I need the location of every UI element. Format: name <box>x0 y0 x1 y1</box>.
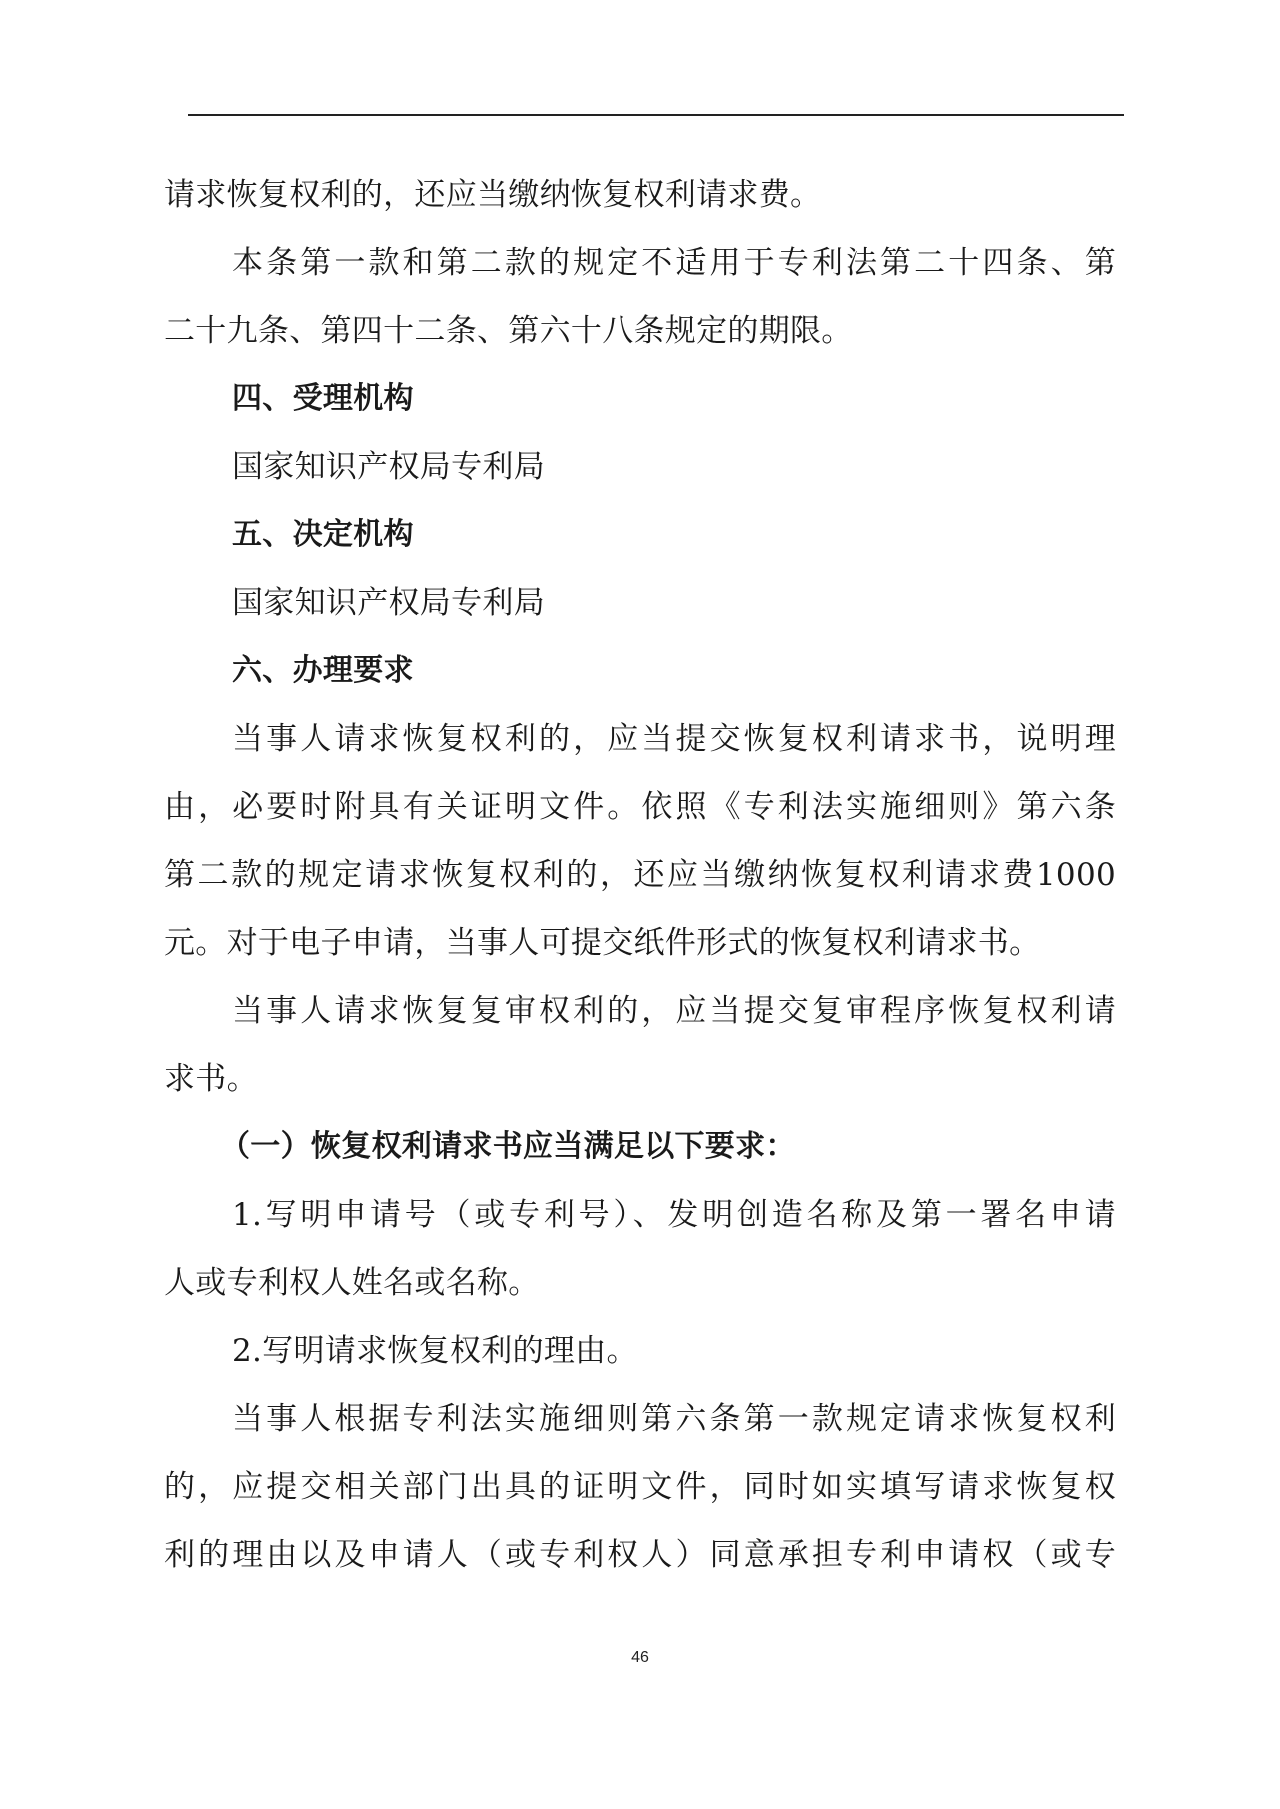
paragraph-line: 人或专利权人姓名或名称。 <box>164 1265 540 1301</box>
section-heading-handling-requirements: 六、办理要求 <box>232 653 414 688</box>
paragraph-line: 利的理由以及申请人（或专利权人）同意承担专利申请权（或专 <box>164 1537 1116 1573</box>
paragraph-line: 本条第一款和第二款的规定不适用于专利法第二十四条、第 <box>232 245 1116 281</box>
paragraph-line: 当事人根据专利法实施细则第六条第一款规定请求恢复权利 <box>232 1401 1116 1437</box>
subsection-heading-request-requirements: （一）恢复权利请求书应当满足以下要求： <box>220 1129 796 1164</box>
paragraph-line: 当事人请求恢复复审权利的，应当提交复审程序恢复权利请 <box>232 993 1116 1029</box>
paragraph-line: 元。对于电子申请，当事人可提交纸件形式的恢复权利请求书。 <box>164 925 1041 961</box>
paragraph-line: 当事人请求恢复权利的，应当提交恢复权利请求书，说明理 <box>232 721 1116 757</box>
section-heading-decision-agency: 五、决定机构 <box>232 517 414 552</box>
paragraph-line: 国家知识产权局专利局 <box>232 585 545 621</box>
page-number: 46 <box>631 1649 649 1666</box>
paragraph-line: 由，必要时附具有关证明文件。依照《专利法实施细则》第六条 <box>164 789 1116 825</box>
paragraph-line: 国家知识产权局专利局 <box>232 449 545 485</box>
paragraph-line: 第二款的规定请求恢复权利的，还应当缴纳恢复权利请求费1000 <box>164 857 1116 893</box>
paragraph-line: 二十九条、第四十二条、第六十八条规定的期限。 <box>164 313 853 349</box>
section-heading-acceptance-agency: 四、受理机构 <box>232 381 414 416</box>
header-rule <box>188 114 1124 116</box>
list-item: 1.写明申请号（或专利号）、发明创造名称及第一署名申请 <box>232 1197 1116 1233</box>
paragraph-line: 求书。 <box>164 1061 258 1097</box>
list-item: 2.写明请求恢复权利的理由。 <box>232 1333 638 1369</box>
paragraph-line: 请求恢复权利的，还应当缴纳恢复权利请求费。 <box>164 177 822 213</box>
paragraph-line: 的，应提交相关部门出具的证明文件，同时如实填写请求恢复权 <box>164 1469 1116 1505</box>
